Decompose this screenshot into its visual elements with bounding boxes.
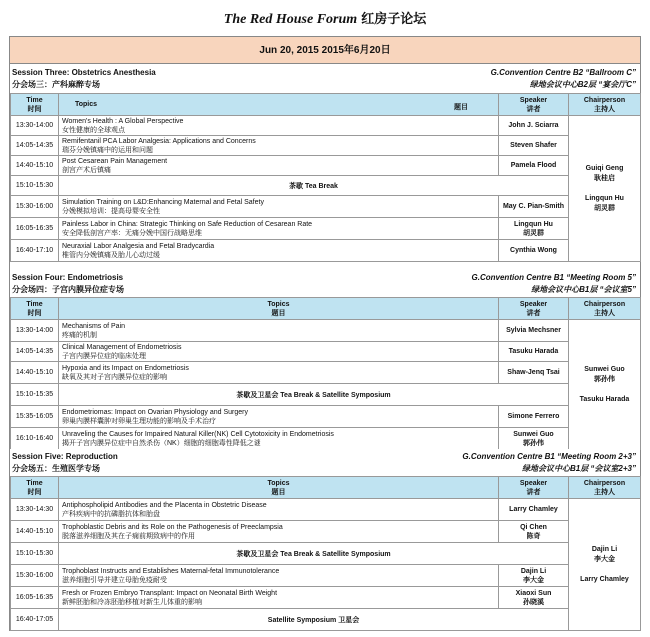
title-cn: 红房子论坛 xyxy=(361,12,427,27)
date-banner: Jun 20, 2015 2015年6月20日 xyxy=(10,37,640,64)
chairperson-cell: Dajin Li 李大金 Larry Chamley xyxy=(569,499,641,631)
break-row: 15:10-15:30 茶歇 Tea Break xyxy=(11,176,641,196)
table-row: 13:30-14:00 Women's Health : A Global Perspective 女性健康的全球观点 John J. Sciarra Guiqi Geng 耿桂启 Lingqun Hu 胡灵群 xyxy=(11,116,641,136)
table-row: 16:40-17:10 Neuraxial Labor Analgesia and Fetal Bradycardia 椎管内分娩镇痛及胎儿心动过缓 Cynthia Wong xyxy=(11,240,641,262)
session-venue-en: G.Convention Centre B1 “Meeting Room 2+3” xyxy=(462,452,636,461)
schedule-frame xyxy=(9,36,641,631)
session-header xyxy=(10,270,640,297)
table-header: Time 时间 Topics 题目 Speaker 讲者 Chairperson 主持人 xyxy=(11,298,641,320)
session-name-en: Session Three: Obstetrics Anesthesia xyxy=(12,68,156,77)
table-row: 15:30-16:00 Simulation Training on L&D:Enhancing Maternal and Fetal Safety 分娩模拟培训：提高母婴安全性 May C. Pian-Smith xyxy=(11,196,641,218)
session-venue-cn: 绿地会议中心B1层 “会议室2+3” xyxy=(521,464,636,473)
session-venue-en: G.Convention Centre B2 “Ballroom C” xyxy=(490,68,636,77)
table-row: 14:05-14:35 Clinical Management of Endometriosis 子宫内膜异位症的临床处理 Tasuku Harada xyxy=(11,342,641,362)
session-name-cn: 分会场四：子宫内膜异位症专场 xyxy=(12,285,124,294)
table-row: 14:40-15:10 Trophoblastic Debris and its Role on the Pathogenesis of Preeclampsia 脱落滋养细胞及其在子痫前期致病中的作用 Qi Chen 陈奇 xyxy=(11,521,641,543)
session-name-cn: 分会场三：产科麻醉专场 xyxy=(12,80,100,89)
session-table xyxy=(10,476,641,631)
table-row: 14:40-15:10 Post Cesarean Pain Management 剖宫产术后镇痛 Pamela Flood xyxy=(11,156,641,176)
chairperson-cell: Sunwei Guo 郭孙伟 Tasuku Harada xyxy=(569,320,641,450)
session-header xyxy=(10,65,640,92)
session-name-en: Session Five: Reproduction xyxy=(12,452,118,461)
table-row: 16:05-16:35 Fresh or Frozen Embryo Transplant: Impact on Neonatal Birth Weight 新鲜胚胎和冷冻胚胎移植对新生儿体重的影响 Xiaoxi Sun 孙晓溪 xyxy=(11,587,641,609)
session-name-en: Session Four: Endometriosis xyxy=(12,273,124,282)
session-header xyxy=(10,449,640,476)
session-table xyxy=(10,297,641,450)
table-row: 13:30-14:30 Antiphospholipid Antibodies and the Placenta in Obstetric Disease 产科疾病中的抗磷脂抗体和胎盘 Larry Chamley Dajin Li 李大金 Larry Chamley xyxy=(11,499,641,521)
table-row: 16:05-16:35 Painless Labor in China: Strategic Thinking on Safe Reduction of Cesarean Rate 安全降低剖宫产率：无痛分娩中国行战略思维 Lingqun Hu 胡灵群 xyxy=(11,218,641,240)
session-venue-cn: 绿地会议中心B1层 “会议室5” xyxy=(531,285,636,294)
session-name-cn: 分会场五：生殖医学专场 xyxy=(12,464,100,473)
table-row: 14:05-14:35 Remifentanil PCA Labor Analgesia: Applications and Concerns 瑞芬分娩镇痛中的运用和问题 Steven Shafer xyxy=(11,136,641,156)
table-row: 15:30-16:00 Trophoblast Instructs and Establishes Maternal-fetal Immunotolerance 滋养细胞引导并建立母胎免疫耐受 Dajin Li 李大金 xyxy=(11,565,641,587)
table-row: 15:35-16:05 Endometriomas: Impact on Ovarian Physiology and Surgery 卵巢内膜样囊肿对卵巢生理功能的影响及手术治疗 Simone Ferrero xyxy=(11,406,641,428)
title-en: The Red House Forum xyxy=(223,12,358,27)
page-title xyxy=(0,8,650,28)
session-venue-cn: 绿地会议中心B2层 “宴会厅C” xyxy=(529,80,636,89)
session-venue-en: G.Convention Centre B1 “Meeting Room 5” xyxy=(471,273,636,282)
table-header: Time 时间 Topics 题目 Speaker 讲者 Chairperson 主持人 xyxy=(11,477,641,499)
break-row: 15:10-15:35 茶歇及卫星会 Tea Break & Satellite Symposium xyxy=(11,384,641,406)
table-row: 16:10-16:40 Unraveling the Causes for Impaired Natural Killer(NK) Cell Cytotoxicity in Endometriosis 揭开子宫内膜异位症中自然杀伤（NK）细胞的细胞毒性降低之谜 Sunwei Guo 郭孙伟 xyxy=(11,428,641,450)
table-row: 14:40-15:10 Hypoxia and its Impact on Endometriosis 缺氧及其对子宫内膜异位症的影响 Shaw-Jenq Tsai xyxy=(11,362,641,384)
break-row: 16:40-17:05 Satellite Symposium 卫星会 xyxy=(11,609,641,631)
table-row: 13:30-14:00 Mechanisms of Pain 疼痛的机制 Sylvia Mechsner Sunwei Guo 郭孙伟 Tasuku Harada xyxy=(11,320,641,342)
chairperson-cell: Guiqi Geng 耿桂启 Lingqun Hu 胡灵群 xyxy=(569,116,641,262)
break-row: 15:10-15:30 茶歇及卫星会 Tea Break & Satellite Symposium xyxy=(11,543,641,565)
table-header: Time 时间 Topics 题目 Speaker 讲者 Chairperson 主持人 xyxy=(11,94,641,116)
session-table xyxy=(10,93,641,262)
